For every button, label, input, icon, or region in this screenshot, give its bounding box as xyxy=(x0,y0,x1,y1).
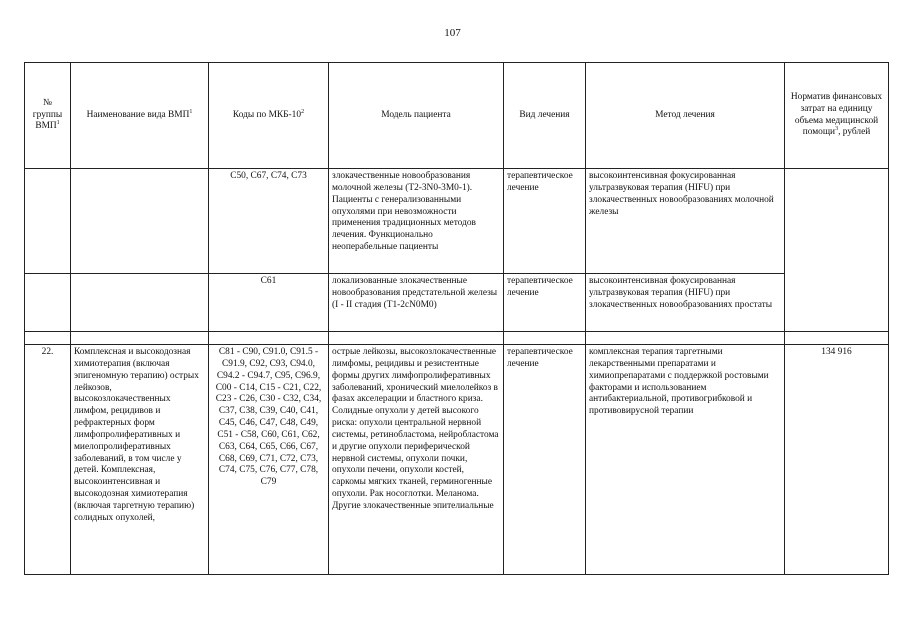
header-treatment-type: Вид лечения xyxy=(504,63,586,169)
header-group-no: № группы ВМП$^1$ xyxy=(25,63,71,169)
table-row xyxy=(25,169,889,274)
cell-codes: C50, C67, C74, C73 xyxy=(209,169,329,274)
header-icd-codes: Коды по МКБ-$10^2$ xyxy=(209,63,329,169)
table-row xyxy=(25,274,889,332)
page-number: 107 xyxy=(444,27,461,39)
header-norm: Норматив финансовых затрат на единицу объема медицинской помощи$^3$, рублей xyxy=(785,63,889,169)
cell-codes: C61 xyxy=(209,274,329,332)
cell-codes: C81 - C90, C91.0, C91.5 - C91.9, C92, C93, C94.0, C94.2 - C94.7, C95, C96.9, C00 - C14, C15 - C21, C22, C23 - C26, C30 - C32, C34, C37, C38, C39, C40, C41, C45, C46, C47, C48, C49, C51 - C58, C60, C61, C62, C63, C64, C65, C66, C67, C68, C69, C71, C72, C73, C74, C75, C76, C77, C78, C79 xyxy=(209,345,329,575)
cell-model: злокачественные новообразования молочной железы (T2-3N0-3M0-1). Пациенты с генерализованными опухолями при невозможности применения традиционных методов лечения. Функционально неоперабельные пациенты xyxy=(329,169,504,274)
cell-group xyxy=(25,169,71,274)
header-vmp-name: Наименование вида ВМП$^1$ xyxy=(71,63,209,169)
table-header-row xyxy=(25,63,889,169)
table-row-gap xyxy=(25,332,889,345)
header-patient-model: Модель пациента xyxy=(329,63,504,169)
header-treatment-method: Метод лечения xyxy=(586,63,785,169)
cell-group xyxy=(25,274,71,332)
cell-type: терапевтическое лечение xyxy=(504,274,586,332)
cell-model: острые лейкозы, высокозлокачественные лимфомы, рецидивы и резистентные формы других лимфопролиферативных заболеваний, хронический миелолейкоз в фазах акселерации и бластного криза. Солидные опухоли у детей высокого риска: опухоли центральной нервной системы, ретинобластома, нейробластома и другие опухоли периферической нервной системы, опухоли почки, опухоли печени, опухоли костей, саркомы мягких тканей, герминогенные опухоли. Рак носоглотки. Меланома. Другие злокачественные эпителиальные xyxy=(329,345,504,575)
table-row xyxy=(25,345,889,575)
cell-norm: 134 916 xyxy=(785,345,889,575)
cell-name: Комплексная и высокодозная химиотерапия (включая эпигеномную терапию) острых лейкозов, высокозлокачественных лимфом, рецидивов и рефрактерных форм лимфопролиферативных и миелопролиферативных заболеваний, в том числе у детей. Комплексная, высокоинтенсивная и высокодозная химиотерапия (включая таргетную терапию) солидных опухолей, xyxy=(71,345,209,575)
cell-type: терапевтическое лечение xyxy=(504,345,586,575)
cell-name xyxy=(71,169,209,274)
cell-model: локализованные злокачественные новообразования предстательной железы (I - II стадия (T1-2cN0M0) xyxy=(329,274,504,332)
cell-method: комплексная терапия таргетными лекарственными препаратами и химиопрепаратами с поддержкой ростовыми факторами и использованием антибактериальной, противогрибковой и противовирусной терапии xyxy=(586,345,785,575)
cell-group: 22. xyxy=(25,345,71,575)
cell-method: высокоинтенсивная фокусированная ультразвуковая терапия (HIFU) при злокачественных новообразованиях молочной железы xyxy=(586,169,785,274)
cell-norm-empty xyxy=(785,169,889,332)
vmp-table xyxy=(24,62,889,575)
cell-method: высокоинтенсивная фокусированная ультразвуковая терапия (HIFU) при злокачественных новообразованиях простаты xyxy=(586,274,785,332)
cell-name xyxy=(71,274,209,332)
cell-type: терапевтическое лечение xyxy=(504,169,586,274)
